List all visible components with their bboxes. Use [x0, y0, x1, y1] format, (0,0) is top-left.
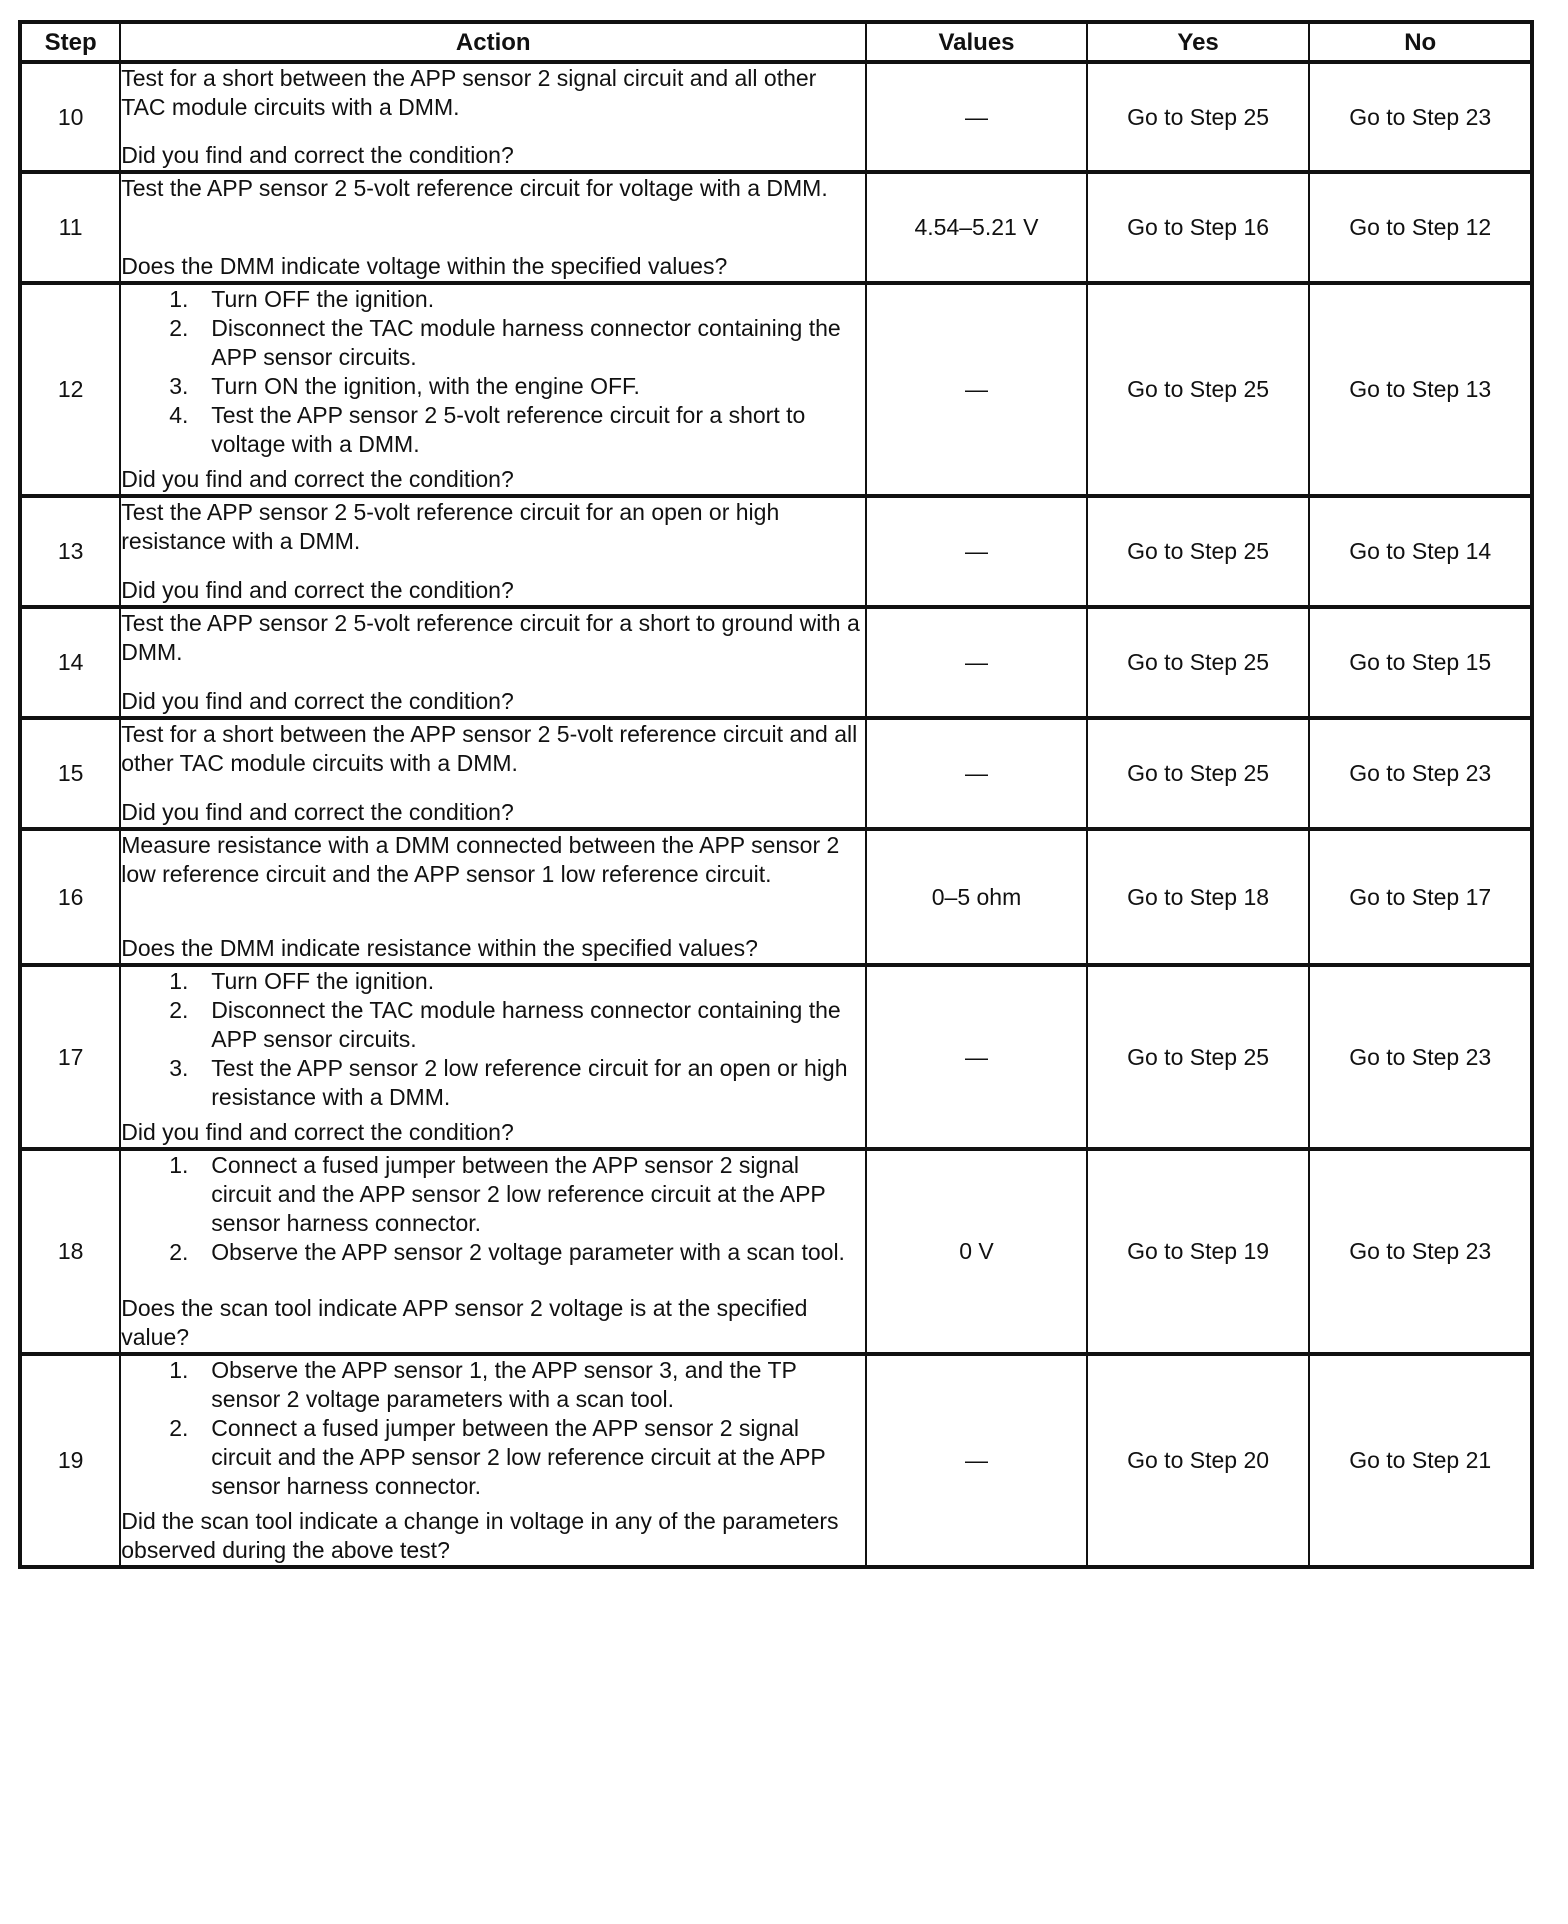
procedure-step	[121, 1414, 865, 1501]
diagnostic-table	[18, 20, 1534, 1569]
procedure-step-text: Observe the APP sensor 1, the APP sensor 3, and the TP sensor 2 voltage parameters with a scan tool.	[211, 1357, 797, 1412]
procedure-step-text: Disconnect the TAC module harness connector containing the APP sensor circuits.	[211, 997, 841, 1052]
action-instructions	[121, 967, 865, 1112]
action-content	[121, 720, 865, 827]
procedure-step-number: 2.	[169, 1415, 189, 1441]
values-cell: —	[866, 62, 1087, 172]
values-cell: —	[866, 1354, 1087, 1567]
header-action: Action	[120, 22, 866, 62]
procedure-step-number: 1.	[169, 1357, 189, 1383]
no-action: Go to Step 14	[1309, 496, 1532, 607]
procedure-step	[121, 372, 865, 401]
question-text: Did you find and correct the condition?	[121, 142, 514, 168]
header-step: Step	[20, 22, 120, 62]
table-row	[20, 1149, 1532, 1354]
action-cell	[120, 172, 866, 283]
no-action: Go to Step 23	[1309, 965, 1532, 1149]
yes-action: Go to Step 19	[1087, 1149, 1310, 1354]
action-text: Test the APP sensor 2 5-volt reference circuit for an open or high resistance with a DMM.	[121, 499, 780, 554]
procedure-step-number: 1.	[169, 968, 189, 994]
step-number: 16	[20, 829, 120, 965]
action-instructions	[121, 64, 865, 122]
procedure-step-text: Connect a fused jumper between the APP sensor 2 signal circuit and the APP sensor 2 low reference circuit at the APP sensor harness connector.	[211, 1152, 826, 1236]
procedure-step-text: Test the APP sensor 2 5-volt reference circuit for a short to voltage with a DMM.	[211, 402, 806, 457]
no-action: Go to Step 21	[1309, 1354, 1532, 1567]
action-text: Test for a short between the APP sensor 2 5-volt reference circuit and all other TAC module circuits with a DMM.	[121, 721, 858, 776]
action-content	[121, 285, 865, 494]
procedure-step	[121, 967, 865, 996]
action-content	[121, 174, 865, 281]
question-text: Did you find and correct the condition?	[121, 799, 514, 825]
no-action: Go to Step 15	[1309, 607, 1532, 718]
question-text: Did you find and correct the condition?	[121, 688, 514, 714]
table-row	[20, 607, 1532, 718]
yes-action: Go to Step 25	[1087, 496, 1310, 607]
no-action: Go to Step 12	[1309, 172, 1532, 283]
table-row	[20, 172, 1532, 283]
table-row	[20, 829, 1532, 965]
action-instructions	[121, 1356, 865, 1501]
procedure-step-text: Turn OFF the ignition.	[211, 968, 435, 994]
no-action: Go to Step 23	[1309, 1149, 1532, 1354]
action-instructions	[121, 720, 865, 778]
step-number: 11	[20, 172, 120, 283]
table-row	[20, 718, 1532, 829]
procedure-step	[121, 1238, 865, 1267]
action-cell	[120, 718, 866, 829]
procedure-step	[121, 401, 865, 459]
action-content	[121, 64, 865, 170]
step-number: 15	[20, 718, 120, 829]
procedure-step-number: 1.	[169, 286, 189, 312]
action-cell	[120, 283, 866, 496]
procedure-step	[121, 1356, 865, 1414]
action-cell	[120, 829, 866, 965]
yes-action: Go to Step 25	[1087, 718, 1310, 829]
no-action: Go to Step 23	[1309, 62, 1532, 172]
action-cell	[120, 496, 866, 607]
procedure-step-number: 3.	[169, 373, 189, 399]
action-cell	[120, 607, 866, 718]
action-instructions	[121, 174, 865, 203]
no-action: Go to Step 23	[1309, 718, 1532, 829]
header-row	[20, 22, 1532, 62]
step-number: 12	[20, 283, 120, 496]
step-number: 10	[20, 62, 120, 172]
procedure-step	[121, 996, 865, 1054]
step-number: 18	[20, 1149, 120, 1354]
procedure-list	[121, 967, 865, 1112]
action-content	[121, 1151, 865, 1352]
question-text: Does the DMM indicate voltage within the specified values?	[121, 253, 728, 279]
procedure-step-text: Disconnect the TAC module harness connector containing the APP sensor circuits.	[211, 315, 841, 370]
procedure-step-text: Observe the APP sensor 2 voltage parameter with a scan tool.	[211, 1239, 845, 1265]
question-text: Did the scan tool indicate a change in voltage in any of the parameters observed during the above test?	[121, 1508, 839, 1563]
action-text: Test for a short between the APP sensor 2 signal circuit and all other TAC module circuits with a DMM.	[121, 65, 817, 120]
procedure-step-number: 2.	[169, 1239, 189, 1265]
table-row	[20, 496, 1532, 607]
procedure-step	[121, 1151, 865, 1238]
yes-action: Go to Step 16	[1087, 172, 1310, 283]
step-number: 19	[20, 1354, 120, 1567]
no-action: Go to Step 13	[1309, 283, 1532, 496]
procedure-step-number: 1.	[169, 1152, 189, 1178]
action-cell	[120, 1149, 866, 1354]
yes-action: Go to Step 25	[1087, 965, 1310, 1149]
action-instructions	[121, 831, 865, 889]
values-cell: —	[866, 496, 1087, 607]
procedure-step-number: 4.	[169, 402, 189, 428]
action-instructions	[121, 285, 865, 459]
yes-action: Go to Step 25	[1087, 607, 1310, 718]
question-text: Did you find and correct the condition?	[121, 577, 514, 603]
values-cell: —	[866, 718, 1087, 829]
table-body	[20, 62, 1532, 1567]
procedure-step-text: Turn OFF the ignition.	[211, 286, 435, 312]
action-cell	[120, 965, 866, 1149]
action-text: Measure resistance with a DMM connected between the APP sensor 2 low reference circuit and the APP sensor 1 low reference circuit.	[121, 832, 840, 887]
procedure-step	[121, 1054, 865, 1112]
no-action: Go to Step 17	[1309, 829, 1532, 965]
procedure-list	[121, 1151, 865, 1267]
question-text: Did you find and correct the condition?	[121, 466, 514, 492]
procedure-list	[121, 1356, 865, 1501]
yes-action: Go to Step 25	[1087, 283, 1310, 496]
table-row	[20, 1354, 1532, 1567]
procedure-step	[121, 285, 865, 314]
question-text: Did you find and correct the condition?	[121, 1119, 514, 1145]
action-content	[121, 498, 865, 605]
procedure-step-text: Test the APP sensor 2 low reference circuit for an open or high resistance with a DMM.	[211, 1055, 848, 1110]
procedure-step-number: 2.	[169, 997, 189, 1023]
yes-action: Go to Step 25	[1087, 62, 1310, 172]
action-text: Test the APP sensor 2 5-volt reference circuit for a short to ground with a DMM.	[121, 610, 860, 665]
action-cell	[120, 1354, 866, 1567]
values-cell: —	[866, 283, 1087, 496]
procedure-step	[121, 314, 865, 372]
action-text: Test the APP sensor 2 5-volt reference circuit for voltage with a DMM.	[121, 175, 828, 201]
values-cell: 4.54–5.21 V	[866, 172, 1087, 283]
yes-action: Go to Step 18	[1087, 829, 1310, 965]
yes-action: Go to Step 20	[1087, 1354, 1310, 1567]
table-row	[20, 283, 1532, 496]
table-row	[20, 62, 1532, 172]
header-values: Values	[866, 22, 1087, 62]
procedure-step-number: 3.	[169, 1055, 189, 1081]
header-no: No	[1309, 22, 1532, 62]
question-text: Does the scan tool indicate APP sensor 2 voltage is at the specified value?	[121, 1295, 808, 1350]
action-cell	[120, 62, 866, 172]
step-number: 17	[20, 965, 120, 1149]
action-content	[121, 609, 865, 716]
step-number: 13	[20, 496, 120, 607]
procedure-step-text: Turn ON the ignition, with the engine OFF.	[211, 373, 640, 399]
action-content	[121, 1356, 865, 1565]
values-cell: 0 V	[866, 1149, 1087, 1354]
table-row	[20, 965, 1532, 1149]
action-content	[121, 967, 865, 1147]
header-yes: Yes	[1087, 22, 1310, 62]
values-cell: 0–5 ohm	[866, 829, 1087, 965]
values-cell: —	[866, 965, 1087, 1149]
action-instructions	[121, 498, 865, 556]
procedure-step-number: 2.	[169, 315, 189, 341]
procedure-step-text: Connect a fused jumper between the APP sensor 2 signal circuit and the APP sensor 2 low reference circuit at the APP sensor harness connector.	[211, 1415, 826, 1499]
step-number: 14	[20, 607, 120, 718]
action-instructions	[121, 1151, 865, 1267]
action-instructions	[121, 609, 865, 667]
question-text: Does the DMM indicate resistance within the specified values?	[121, 935, 758, 961]
procedure-list	[121, 285, 865, 459]
action-content	[121, 831, 865, 963]
values-cell: —	[866, 607, 1087, 718]
